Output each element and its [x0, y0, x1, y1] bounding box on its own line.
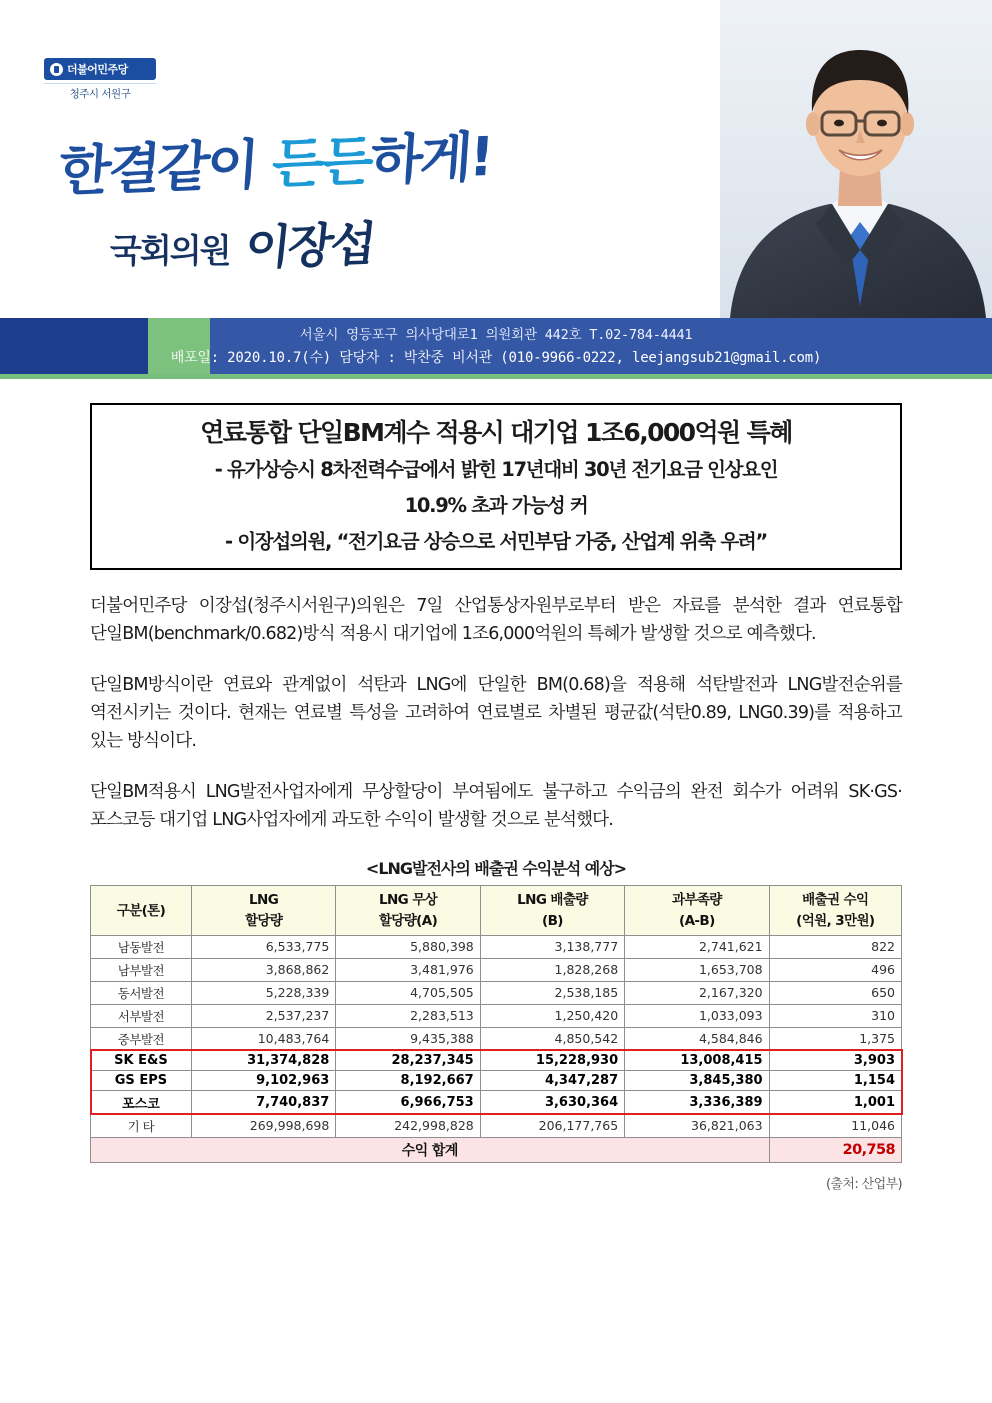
headline-sub-1: - 유가상승시 8차전력수급에서 밝힌 17년대비 30년 전기요금 인상요인	[214, 458, 778, 482]
row-lng: 6,533,775	[191, 935, 335, 958]
col-category-line1: 구분(톤)	[116, 902, 166, 919]
row-name: 동서발전	[91, 981, 192, 1004]
paragraph-1: 더불어민주당 이장섭(청주시서원구)의원은 7일 산업통상자원부로부터 받은 자료를 분석한 결과 연료통합 단일BM(benchmark/0.682)방식 적용시 대기업에 1조6,000억원의 특혜가 발생할 것으로 예측했다.	[90, 596, 902, 645]
paragraph-3: 단일BM적용시 LNG발전사업자에게 무상할당이 부여됨에도 불구하고 수익금의 완전 회수가 어려워 SK·GS·포스코등 대기업 LNG사업자에게 과도한 수익이 발생할 것으로 분석했다.	[90, 781, 902, 831]
table-caption: <LNG발전사의 배출권 수익분석 예상>	[365, 859, 627, 879]
col-lng-emission-line1: LNG 배출량	[517, 892, 588, 909]
row-free: 6,966,753	[336, 1090, 480, 1114]
office-title: 국회의원	[110, 231, 230, 270]
row-emit: 206,177,765	[480, 1114, 624, 1137]
row-lng: 5,228,339	[191, 981, 335, 1004]
source-note: (출처: 산업부)	[825, 1176, 902, 1192]
row-name: 남부발전	[91, 958, 192, 981]
row-emit: 3,630,364	[480, 1090, 624, 1114]
row-free: 2,283,513	[336, 1004, 480, 1027]
col-lng-emission	[480, 886, 624, 936]
row-profit: 310	[769, 1004, 901, 1027]
party-emblem-icon	[50, 63, 63, 76]
contact-lines	[0, 318, 992, 367]
row-emit: 1,250,420	[480, 1004, 624, 1027]
emissions-table-wrap	[90, 885, 902, 1163]
row-lng: 269,998,698	[191, 1114, 335, 1137]
slogan-text-a: 한결같이	[56, 132, 275, 204]
row-lng: 3,868,862	[191, 958, 335, 981]
row-emit: 15,228,930	[480, 1050, 624, 1070]
contact-band	[0, 318, 992, 374]
row-profit: 1,154	[769, 1070, 901, 1090]
table-row	[91, 1027, 902, 1050]
row-lng: 10,483,764	[191, 1027, 335, 1050]
row-emit: 4,850,542	[480, 1027, 624, 1050]
slogan-text-b: 든든	[269, 129, 373, 196]
member-name: 이장섭	[241, 216, 376, 277]
row-profit: 650	[769, 981, 901, 1004]
table-body	[91, 935, 902, 1162]
row-diff: 1,653,708	[625, 958, 769, 981]
row-diff: 13,008,415	[625, 1050, 769, 1070]
slogan-block	[56, 120, 580, 277]
row-name: 포스코	[91, 1090, 192, 1114]
row-emit: 1,828,268	[480, 958, 624, 981]
table-row-highlighted	[91, 1090, 902, 1114]
office-address: 서울시 영등포구 의사당대로1 의원회관 442호 T.02-784-4441	[299, 327, 693, 343]
col-surplus-line1: 과부족량	[671, 892, 722, 909]
row-diff: 2,167,320	[625, 981, 769, 1004]
row-name: GS EPS	[91, 1070, 192, 1090]
row-emit: 4,347,287	[480, 1070, 624, 1090]
press-release-body	[0, 379, 992, 1192]
slogan-line-2	[110, 209, 580, 276]
row-profit: 1,375	[769, 1027, 901, 1050]
row-lng: 9,102,963	[191, 1070, 335, 1090]
member-portrait-photo	[720, 0, 992, 318]
row-lng: 31,374,828	[191, 1050, 335, 1070]
row-name: 서부발전	[91, 1004, 192, 1027]
letterhead	[0, 0, 992, 318]
col-category	[91, 886, 192, 936]
table-row-highlighted	[91, 1070, 902, 1090]
col-lng-allocation-line1: LNG	[249, 892, 279, 909]
col-lng-free-line1: LNG 무상	[378, 892, 438, 909]
party-logo	[44, 58, 156, 101]
headline-main: 연료통합 단일BM계수 적용시 대기업 1조6,000억원 특혜	[200, 418, 792, 447]
row-diff: 1,033,093	[625, 1004, 769, 1027]
col-surplus	[625, 886, 769, 936]
row-emit: 3,138,777	[480, 935, 624, 958]
row-diff: 3,845,380	[625, 1070, 769, 1090]
table-row	[91, 1004, 902, 1027]
table-row	[91, 958, 902, 981]
table-head	[91, 886, 902, 936]
party-name: 더불어민주당	[67, 63, 128, 76]
row-name: 기 타	[91, 1114, 192, 1137]
col-lng-allocation	[191, 886, 335, 936]
total-value: 20,758	[769, 1137, 901, 1162]
row-emit: 2,538,185	[480, 981, 624, 1004]
row-profit: 822	[769, 935, 901, 958]
row-profit: 496	[769, 958, 901, 981]
col-lng-free-allocation	[336, 886, 480, 936]
row-diff: 36,821,063	[625, 1114, 769, 1137]
col-lng-emission-line2: (B)	[542, 912, 563, 929]
table-total-row	[91, 1137, 902, 1162]
table-row	[91, 935, 902, 958]
table-row-highlighted	[91, 1050, 902, 1070]
row-free: 3,481,976	[336, 958, 480, 981]
row-profit: 11,046	[769, 1114, 901, 1137]
col-profit	[769, 886, 901, 936]
row-name: 중부발전	[91, 1027, 192, 1050]
emissions-profit-table	[90, 885, 902, 1163]
col-profit-line2: (억원, 3만원)	[796, 912, 875, 929]
table-row	[91, 981, 902, 1004]
party-district: 청주시 서원구	[44, 83, 156, 101]
col-surplus-line2: (A-B)	[679, 912, 715, 929]
total-label: 수익 합계	[91, 1137, 770, 1162]
slogan-text-c: 하게!	[368, 125, 494, 193]
col-profit-line1: 배출권 수익	[802, 892, 869, 909]
row-free: 28,237,345	[336, 1050, 480, 1070]
row-name: 남동발전	[91, 935, 192, 958]
table-row	[91, 1114, 902, 1137]
col-lng-free-line2: 할당량(A)	[378, 912, 438, 929]
slogan-line-1	[57, 111, 584, 206]
table-header-row	[91, 886, 902, 936]
row-diff: 3,336,389	[625, 1090, 769, 1114]
row-lng: 7,740,837	[191, 1090, 335, 1114]
col-lng-allocation-line2: 할당량	[244, 912, 283, 929]
paragraph-2: 단일BM방식이란 연료와 관계없이 석탄과 LNG에 단일한 BM(0.68)을 적용해 석탄발전과 LNG발전순위를 역전시키는 것이다. 현재는 연료별 특성을 고려하여 연료별로 차별된 평균값(석탄0.89, LNG0.39)를 적용하고 있는 방식이다.	[90, 674, 902, 752]
row-profit: 3,903	[769, 1050, 901, 1070]
distribution-info: 배포일: 2020.10.7(수) 담당자 : 박찬중 비서관 (010-9966-0222, leejangsub21@gmail.com)	[170, 350, 822, 366]
row-free: 5,880,398	[336, 935, 480, 958]
headline-sub-3: - 이장섭의원, “전기요금 상승으로 서민부담 가중, 산업계 위축 우려”	[225, 530, 767, 554]
row-name: SK E&S	[91, 1050, 192, 1070]
row-free: 242,998,828	[336, 1114, 480, 1137]
headline-box	[90, 403, 902, 570]
headline-sub-2: 10.9% 초과 가능성 커	[404, 494, 588, 518]
row-profit: 1,001	[769, 1090, 901, 1114]
row-free: 4,705,505	[336, 981, 480, 1004]
row-diff: 2,741,621	[625, 935, 769, 958]
row-diff: 4,584,846	[625, 1027, 769, 1050]
row-free: 8,192,667	[336, 1070, 480, 1090]
row-lng: 2,537,237	[191, 1004, 335, 1027]
row-free: 9,435,388	[336, 1027, 480, 1050]
party-logo-row	[44, 58, 156, 80]
